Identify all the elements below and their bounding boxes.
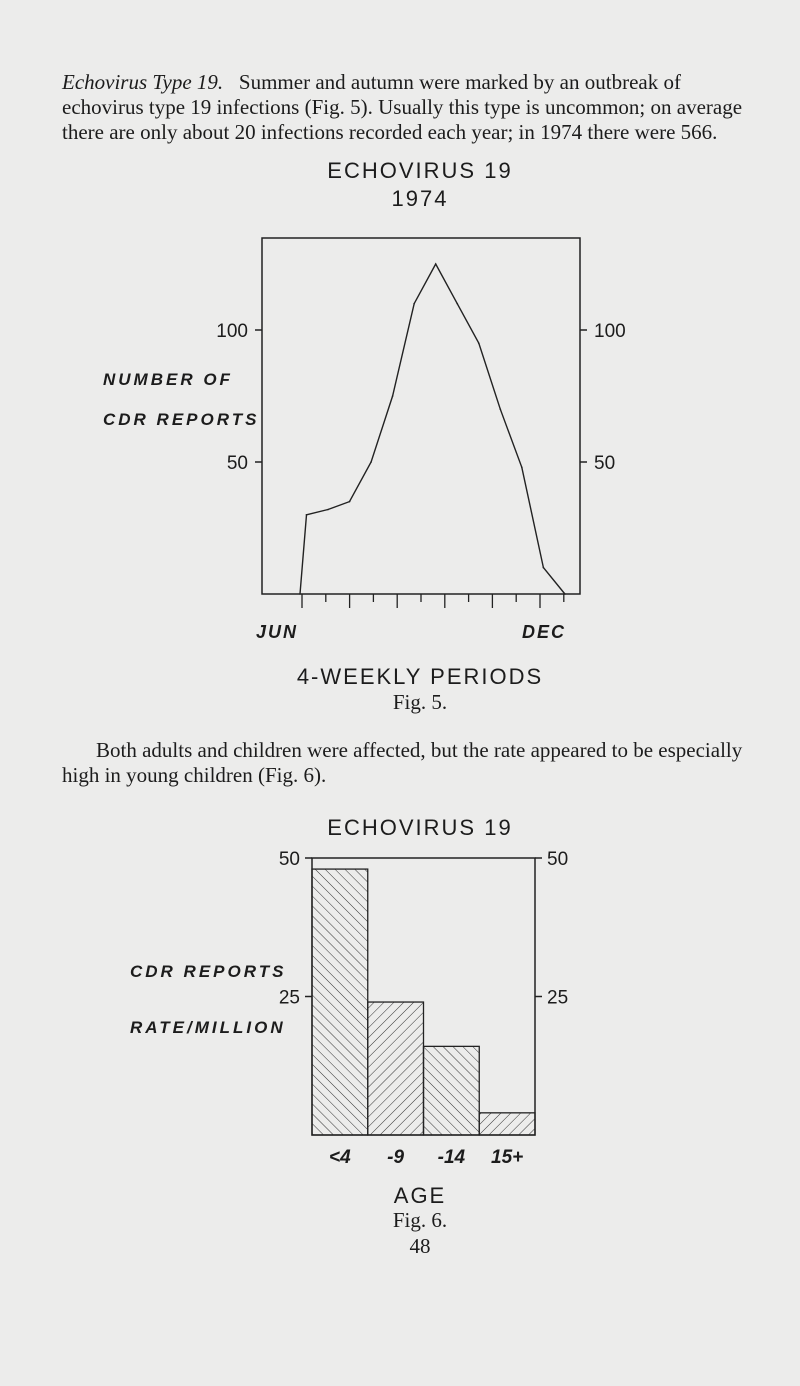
fig6-ytick-label-left: 50 [278,849,300,870]
intro-heading: Echovirus Type 19. [62,70,224,94]
fig6-ylabel-line-2: RATE/MILLION [130,1018,286,1037]
middle-paragraph [62,738,774,788]
fig6-bar [312,869,368,1135]
fig5-data-point [327,509,329,511]
fig6-bar [368,1002,424,1135]
fig6-category-label: 15+ [491,1147,524,1168]
fig5-data-point [413,303,415,305]
page-number: 48 [409,1234,431,1258]
fig5-data-point [435,263,437,265]
fig5-ytick-label-right: 100 [594,321,626,342]
fig5-data-point [564,593,566,595]
fig5-ytick-label-left: 50 [226,453,248,474]
fig5-subtitle: 1974 [391,186,449,211]
fig5-caption: Fig. 5. [392,690,448,714]
fig5-ylabel-line-1: NUMBER OF [103,370,233,389]
fig5-ytick-label-right: 50 [594,453,616,474]
fig5-xlabel: 4-WEEKLY PERIODS [296,664,544,689]
fig6-bar [479,1113,535,1135]
fig5-data-point [543,567,545,569]
fig5-data-point [370,461,372,463]
middle-line-1: Both adults and children were affected, but the rate appeared to be especially [96,738,743,762]
middle-line-2: high in young children (Fig. 6). [62,763,327,787]
fig5-xtick-jun: JUN [256,622,299,642]
fig6-xlabel: AGE [393,1183,447,1208]
fig6-ylabel-line-1: CDR REPORTS [130,962,287,981]
fig6-category-label: <4 [329,1147,351,1168]
fig6-category-label: -14 [437,1147,466,1168]
fig6-bar [424,1046,480,1135]
fig5-data-point [500,408,502,410]
fig6-ytick-label-right: 25 [547,987,569,1009]
fig5-title: ECHOVIRUS 19 [327,158,513,183]
fig5-data-point [521,466,523,468]
fig5-data-point [306,514,308,516]
intro-line-3: there are only about 20 infections recorded each year; in 1974 there were 566. [62,120,718,144]
fig5-series-line [300,264,565,594]
fig5-data-point [392,395,394,397]
fig5-data-point [456,303,458,305]
fig6-caption: Fig. 6. [392,1208,448,1232]
fig6-ytick-label-left: 25 [278,987,300,1009]
fig5-data-point [299,593,301,595]
fig6-ytick-label-right: 50 [547,849,569,870]
fig5-data-point [478,342,480,344]
fig6-category-label: -9 [387,1147,405,1168]
fig5-data-point [349,501,351,503]
fig6-title: ECHOVIRUS 19 [327,815,513,840]
fig5-ytick-label-left: 100 [216,321,248,342]
fig5-xtick-dec: DEC [522,622,567,642]
intro-line-2: echovirus type 19 infections (Fig. 5). Usually this type is uncommon; on average [62,95,743,119]
fig5-ylabel-line-2: CDR REPORTS [103,410,260,429]
intro-line-1: Summer and autumn were marked by an outbreak of [238,70,681,94]
